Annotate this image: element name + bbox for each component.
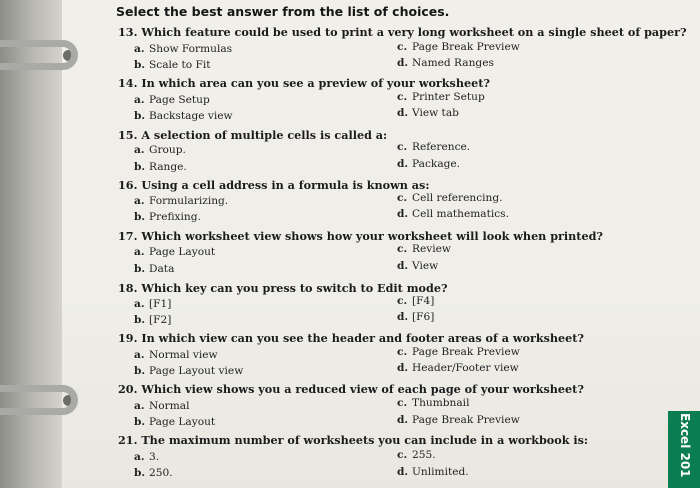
choice-21-b[interactable]: b. 250.	[134, 467, 173, 479]
choice-20-c[interactable]: c. Thumbnail	[397, 397, 470, 409]
choice-18-a[interactable]: a. [F1]	[134, 298, 172, 310]
choice-14-a[interactable]: a. Page Setup	[134, 94, 210, 106]
choice-21-c[interactable]: c. 255.	[397, 449, 436, 461]
choice-16-d[interactable]: d. Cell mathematics.	[397, 208, 509, 220]
choice-16-b[interactable]: b. Prefixing.	[134, 211, 201, 223]
choice-14-c[interactable]: c. Printer Setup	[397, 91, 485, 103]
choice-15-a[interactable]: a. Group.	[134, 144, 186, 156]
question-18: 18. Which key can you press to switch to Edit mode?	[118, 281, 448, 295]
choice-17-a[interactable]: a. Page Layout	[134, 246, 216, 258]
choice-19-b[interactable]: b. Page Layout view	[134, 365, 244, 377]
choice-20-b[interactable]: b. Page Layout	[134, 416, 216, 428]
choice-15-b[interactable]: b. Range.	[134, 161, 187, 173]
choice-20-d[interactable]: d. Page Break Preview	[397, 414, 520, 426]
choice-18-d[interactable]: d. [F6]	[397, 311, 435, 323]
choice-15-c[interactable]: c. Reference.	[397, 141, 471, 153]
choice-13-c[interactable]: c. Page Break Preview	[397, 41, 520, 53]
choice-21-d[interactable]: d. Unlimited.	[397, 466, 469, 478]
binder-ring	[0, 385, 78, 415]
chapter-tab-label: Excel 201	[678, 413, 692, 478]
question-17: 17. Which worksheet view shows how your worksheet will look when printed?	[118, 229, 603, 243]
choice-17-d[interactable]: d. View	[397, 260, 439, 272]
question-19: 19. In which view can you see the header and footer areas of a worksheet?	[118, 331, 584, 345]
choice-19-c[interactable]: c. Page Break Preview	[397, 346, 520, 358]
question-15: 15. A selection of multiple cells is called a:	[118, 128, 388, 142]
question-14: 14. In which area can you see a preview of your worksheet?	[118, 76, 490, 90]
choice-21-a[interactable]: a. 3.	[134, 451, 160, 463]
choice-18-c[interactable]: c. [F4]	[397, 295, 435, 307]
choice-14-d[interactable]: d. View tab	[397, 107, 459, 119]
question-21: 21. The maximum number of worksheets you can include in a workbook is:	[118, 433, 589, 447]
choice-14-b[interactable]: b. Backstage view	[134, 110, 233, 122]
page-title: Select the best answer from the list of choices.	[116, 4, 450, 19]
choice-20-a[interactable]: a. Normal	[134, 400, 190, 412]
choice-17-c[interactable]: c. Review	[397, 243, 451, 255]
choice-15-d[interactable]: d. Package.	[397, 158, 461, 170]
choice-17-b[interactable]: b. Data	[134, 263, 175, 275]
choice-13-a[interactable]: a. Show Formulas	[134, 43, 233, 55]
choice-16-a[interactable]: a. Formularizing.	[134, 195, 229, 207]
choice-13-b[interactable]: b. Scale to Fit	[134, 59, 211, 71]
choice-16-c[interactable]: c. Cell referencing.	[397, 192, 503, 204]
question-16: 16. Using a cell address in a formula is known as:	[118, 178, 430, 192]
question-13: 13. Which feature could be used to print a very long worksheet on a single sheet of paper?	[118, 25, 687, 39]
worksheet-page	[62, 0, 700, 488]
choice-19-a[interactable]: a. Normal view	[134, 349, 218, 361]
binder-ring	[0, 40, 78, 70]
choice-13-d[interactable]: d. Named Ranges	[397, 57, 494, 69]
question-20: 20. Which view shows you a reduced view of each page of your worksheet?	[118, 382, 584, 396]
choice-19-d[interactable]: d. Header/Footer view	[397, 362, 519, 374]
choice-18-b[interactable]: b. [F2]	[134, 314, 172, 326]
